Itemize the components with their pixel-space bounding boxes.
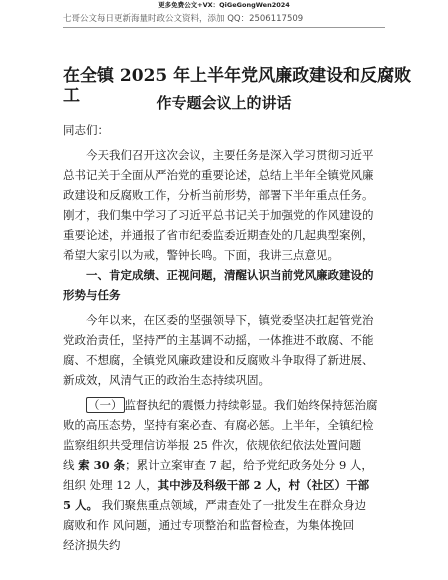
para1-line: 政建设和反腐败工作，分析当前形势，部署下半年重点任务。	[63, 188, 374, 202]
section1-heading-cont: 形势与任务	[63, 288, 121, 302]
para2-line: 新成效，风清气正的政治生态持续巩固。	[63, 373, 270, 387]
para3-text: ；累计立案审查 7 起，给予党纪政务处分 9 人，	[125, 458, 373, 472]
para3-line7: 腐败和作 风问题，通过专项整治和监督检查，为集体挽回	[63, 518, 355, 532]
salutation: 同志们：	[63, 123, 109, 137]
para3-text: 监督执纪的震慑力持续彰显。我们始终保持惩治腐	[124, 398, 378, 412]
para2-line: 党政治责任，坚持严的主基调不动摇，一体推进不敢腐、不能	[63, 333, 374, 347]
doc-title-line2: 工	[63, 86, 80, 106]
header-divider	[63, 27, 385, 28]
page-header: 七哥公文每日更新海量时政公文资料，添加 QQ：2506117509	[63, 14, 304, 24]
para1-line: 总书记关于全面从严治党的重要论述，总结上半年全镇党风廉	[63, 168, 374, 182]
para1-line: 今天我们召开这次会议，主要任务是深入学习贯彻习近平	[86, 148, 374, 162]
para3-text: 组织 处理 12 人，	[63, 478, 158, 492]
para3-text: 我们聚焦重点领域，严肃查处了一批发生在群众身边	[98, 498, 367, 512]
para3-line2: 败的高压态势，坚持有案必查、有腐必惩。上半年，全镇纪检	[63, 418, 374, 432]
para3-line4	[63, 458, 385, 473]
para3-line8: 经济损失约	[63, 538, 121, 552]
para1-line: 刚才，我们集中学习了习近平总书记关于加强党的作风建设的	[63, 208, 374, 222]
para3-bold: 其中涉及科级干部 2 人，村（社区）干部	[157, 478, 370, 492]
doc-title-line1: 在全镇 2025 年上半年党风廉政建设和反腐败	[63, 66, 412, 86]
top-banner: 更多免费公文+VX：QiGeGongWen2024	[158, 1, 290, 9]
para3-line1	[63, 398, 408, 413]
para1-line: 希望大家引以为戒，警钟长鸣。下面，我讲三点意见。	[63, 248, 339, 262]
para3-text: 线	[63, 458, 79, 472]
para2-line: 腐、不想腐，全镇党风廉政建设和反腐败斗争取得了新进展、	[63, 353, 374, 367]
section1-heading: 一、肯定成绩、正视问题，清醒认识当前党风廉政建设的	[86, 268, 374, 282]
para1-line: 重要论述，并通报了省市纪委监委近期查处的几起典型案例，	[63, 228, 374, 242]
para3-line3: 监察组织共受理信访举报 25 件次，依规依纪依法处置问题	[63, 438, 361, 452]
para3-bold: 索 30 条	[78, 458, 126, 472]
doc-subtitle: 作专题会议上的讲话	[156, 94, 292, 112]
item-number: （一）	[88, 398, 123, 412]
para3-bold: 5 人。	[63, 498, 99, 512]
para2-line: 今年以来，在区委的坚强领导下，镇党委坚决扛起管党治	[86, 313, 374, 327]
para3-line5	[63, 478, 385, 493]
para3-line6	[63, 498, 385, 513]
